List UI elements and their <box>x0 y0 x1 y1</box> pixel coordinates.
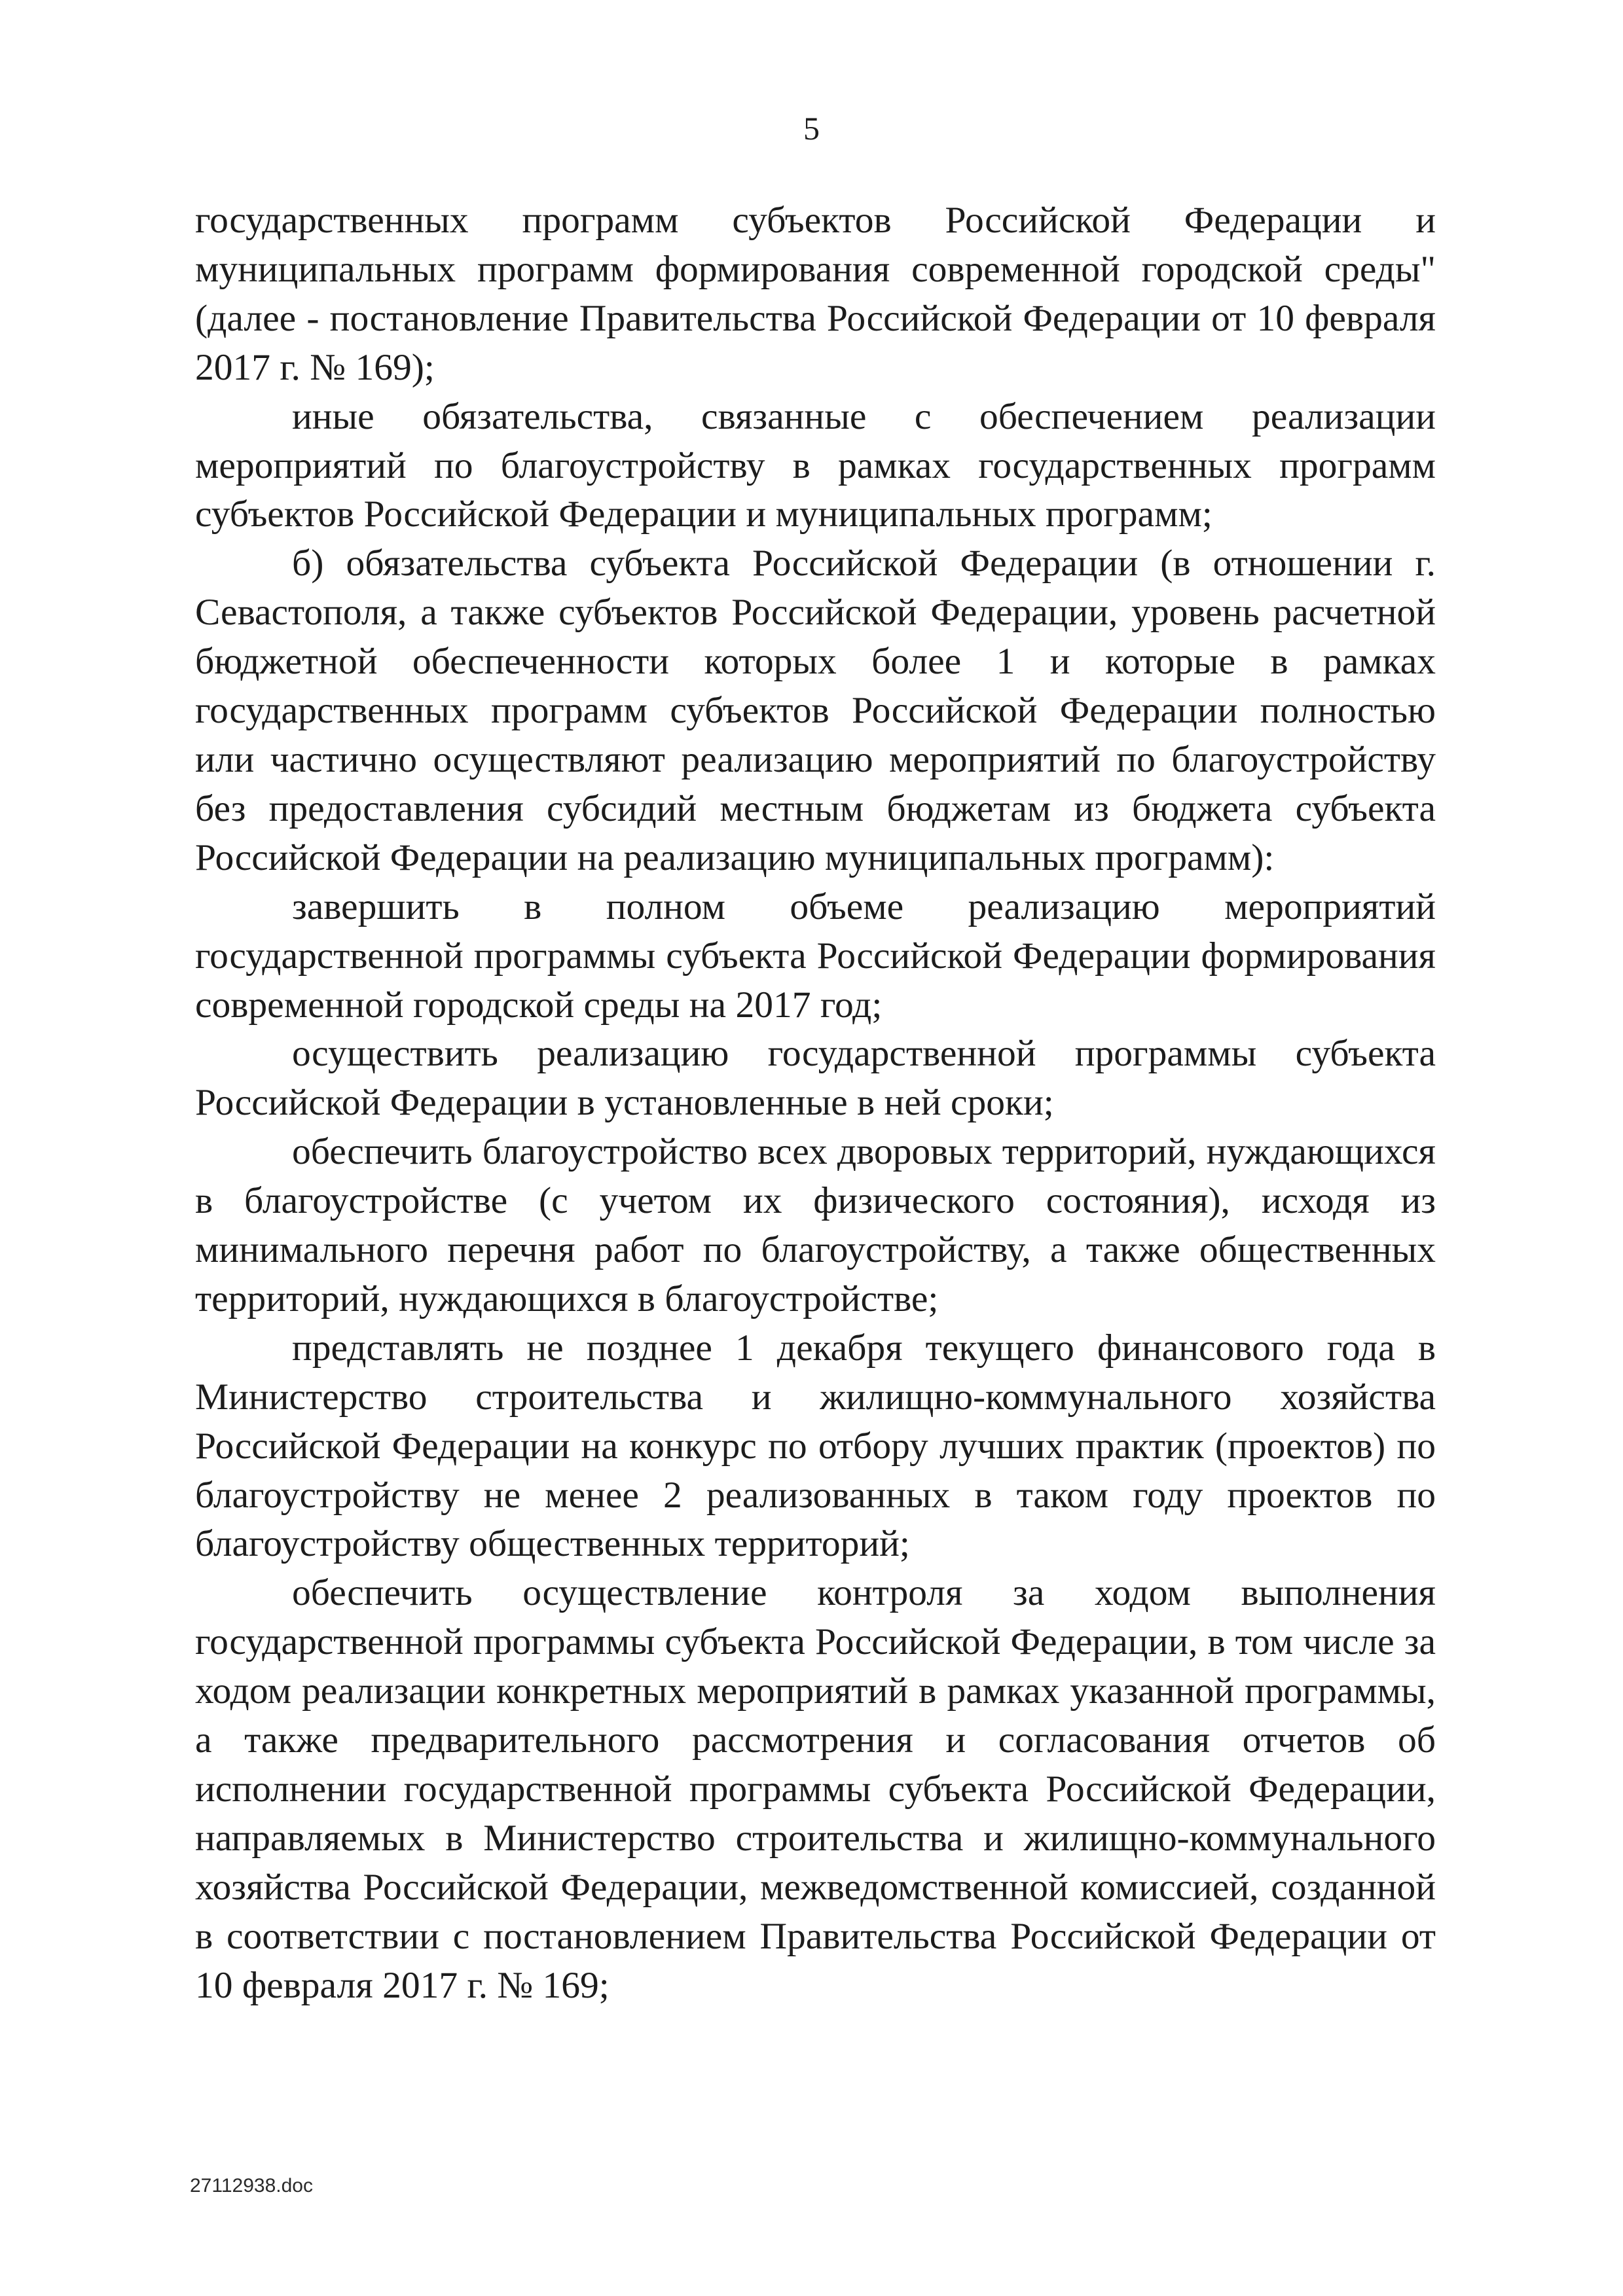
paragraph-item-b: б) обязательства субъекта Российской Федерации (в отношении г. Севастополя, а также субъектов Российской Федерации, уровень расчетной бюджетной обеспеченности которых более 1 и которые в рамках государственных программ субъектов Российской Федерации полностью или частично осуществляют реализацию мероприятий по благоустройству без предоставления субсидий местным бюджетам из бюджета субъекта Российской Федерации на реализацию муниципальных программ): <box>195 543 1436 878</box>
paragraph-complete-2017: завершить в полном объеме реализацию мероприятий государственной программы субъекта Российской Федерации формирования современной городской среды на 2017 год; <box>195 886 1436 1026</box>
page-number: 5 <box>803 110 820 147</box>
document-body <box>195 196 1436 2011</box>
paragraph-implement-deadlines: осуществить реализацию государственной программы субъекта Российской Федерации в установленные в ней сроки; <box>195 1033 1436 1124</box>
paragraph-ensure-control: обеспечить осуществление контроля за ходом выполнения государственной программы субъекта Российской Федерации, в том числе за ходом реализации конкретных мероприятий в рамках указанной программы, а также предварительного рассмотрения и согласования отчетов об исполнении государственной программы субъекта Российской Федерации, направляемых в Министерство строительства и жилищно-коммунального хозяйства Российской Федерации, межведомственной комиссией, созданной в соответствии с постановлением Правительства Российской Федерации от 10 февраля 2017 г. № 169; <box>195 1572 1436 2006</box>
paragraph-ensure-yards: обеспечить благоустройство всех дворовых территорий, нуждающихся в благоустройстве (с учетом их физического состояния), исходя из минимального перечня работ по благоустройству, а также общественных территорий, нуждающихся в благоустройстве; <box>195 1131 1436 1319</box>
paragraph-continuation: государственных программ субъектов Российской Федерации и муниципальных программ формирования современной городской среды" (далее - постановление Правительства Российской Федерации от 10 февраля 2017 г. № 169); <box>195 200 1436 388</box>
document-code: 27112938.doc <box>190 2175 313 2197</box>
paragraph-other-obligations: иные обязательства, связанные с обеспечением реализации мероприятий по благоустройству в рамках государственных программ субъектов Российской Федерации и муниципальных программ; <box>195 395 1436 535</box>
paragraph-submit-practices: представлять не позднее 1 декабря текущего финансового года в Министерство строительства и жилищно-коммунального хозяйства Российской Федерации на конкурс по отбору лучших практик (проектов) по благоустройству не менее 2 реализованных в таком году проектов по благоустройству общественных территорий; <box>195 1327 1436 1565</box>
